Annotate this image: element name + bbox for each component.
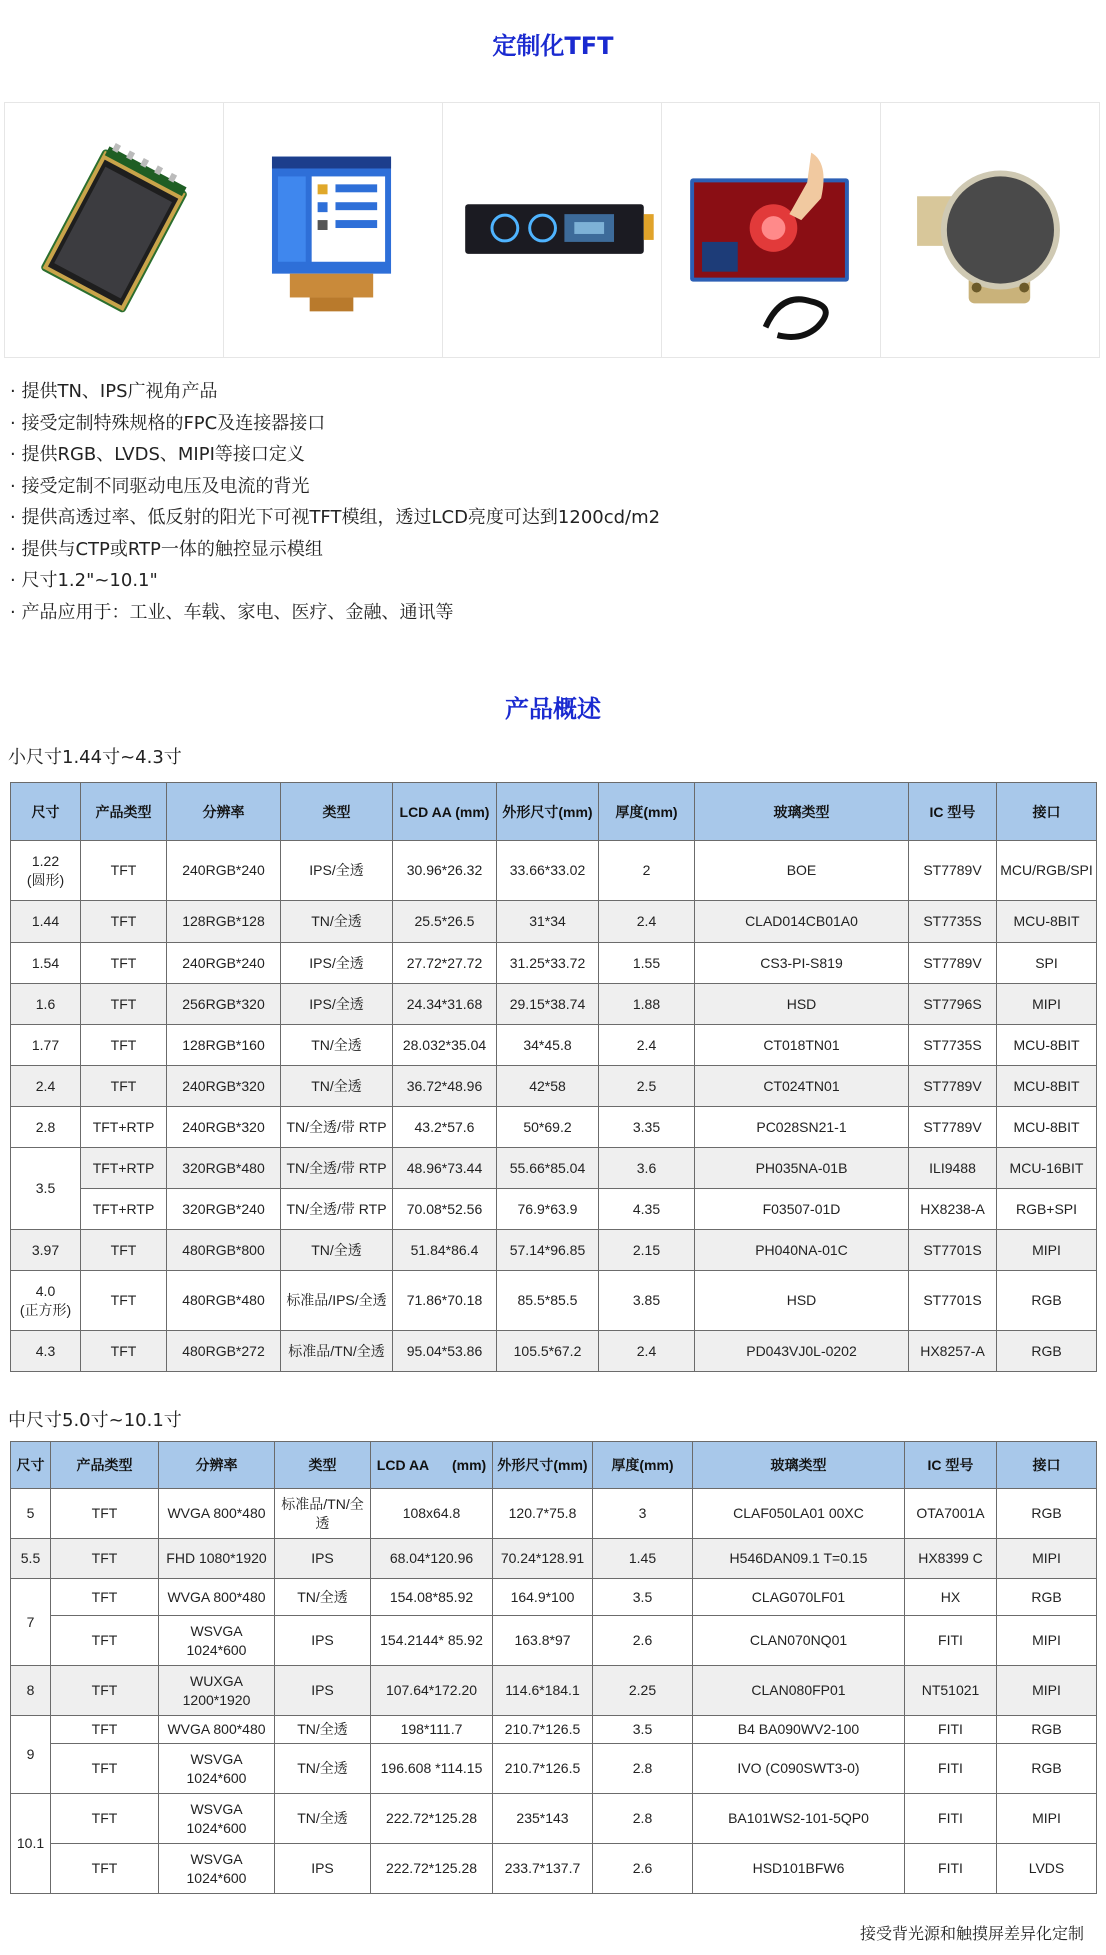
feature-item: · 尺寸1.2"~10.1": [10, 570, 158, 591]
cell-outline: 76.9*63.9: [497, 1189, 599, 1230]
cell-outline: 210.7*126.5: [493, 1716, 593, 1744]
cell-product-type: TFT: [51, 1489, 159, 1539]
cell-type: IPS: [275, 1844, 371, 1894]
cell-thickness: 2.6: [593, 1844, 693, 1894]
cell-thickness: 2.4: [599, 1025, 695, 1066]
cell-glass: CLAF050LA01 00XC: [693, 1489, 905, 1539]
cell-interface: RGB: [997, 1579, 1097, 1616]
table-row: [11, 943, 1097, 984]
table-header-row: [11, 783, 1097, 841]
cell-lcd-aa: 70.08*52.56: [393, 1189, 497, 1230]
cell-glass: CLAN080FP01: [693, 1666, 905, 1716]
cell-resolution: WVGA 800*480: [159, 1489, 275, 1539]
cell-outline: 105.5*67.2: [497, 1331, 599, 1372]
cell-lcd-aa: 25.5*26.5: [393, 901, 497, 943]
cell-size: 10.1: [11, 1794, 51, 1894]
table-row: [11, 1148, 1097, 1189]
cell-outline: 114.6*184.1: [493, 1666, 593, 1716]
cell-glass: CT024TN01: [695, 1066, 909, 1107]
header-type: 类型: [281, 783, 393, 841]
cell-outline: 235*143: [493, 1794, 593, 1844]
cell-resolution: 128RGB*160: [167, 1025, 281, 1066]
cell-size: 3.5: [11, 1148, 81, 1230]
table-row: [11, 1539, 1097, 1579]
cell-lcd-aa: 51.84*86.4: [393, 1230, 497, 1271]
product-gallery: [4, 102, 1100, 358]
table-row: [11, 984, 1097, 1025]
cell-lcd-aa: 24.34*31.68: [393, 984, 497, 1025]
feature-list: [10, 376, 1090, 628]
cell-thickness: 1.55: [599, 943, 695, 984]
table-row: [11, 841, 1097, 901]
cell-resolution: WSVGA 1024*600: [159, 1616, 275, 1666]
header-interface: 接口: [997, 1442, 1097, 1489]
cell-interface: MIPI: [997, 1794, 1097, 1844]
cell-interface: MIPI: [997, 1666, 1097, 1716]
cell-glass: PD043VJ0L-0202: [695, 1331, 909, 1372]
cell-type: IPS/全透: [281, 841, 393, 901]
cell-product-type: TFT: [81, 901, 167, 943]
cell-product-type: TFT+RTP: [81, 1148, 167, 1189]
cell-lcd-aa: 108x64.8: [371, 1489, 493, 1539]
cell-type: TN/全透/带 RTP: [281, 1107, 393, 1148]
cell-ic: FITI: [905, 1716, 997, 1744]
cell-ic: HX8399 C: [905, 1539, 997, 1579]
cell-size: 1.22 (圆形): [11, 841, 81, 901]
cell-resolution: 480RGB*480: [167, 1271, 281, 1331]
cell-size: 2.8: [11, 1107, 81, 1148]
cell-glass: CLAG070LF01: [693, 1579, 905, 1616]
cell-interface: RGB: [997, 1271, 1097, 1331]
cell-glass: HSD101BFW6: [693, 1844, 905, 1894]
table-row: [11, 1844, 1097, 1894]
table-row: [11, 1794, 1097, 1844]
cell-lcd-aa: 71.86*70.18: [393, 1271, 497, 1331]
cell-outline: 50*69.2: [497, 1107, 599, 1148]
cell-interface: RGB: [997, 1744, 1097, 1794]
cell-outline: 55.66*85.04: [497, 1148, 599, 1189]
cell-outline: 33.66*33.02: [497, 841, 599, 901]
feature-item: · 产品应用于：工业、车载、家电、医疗、金融、通讯等: [10, 601, 454, 623]
cell-resolution: 240RGB*240: [167, 943, 281, 984]
table-row: [11, 1666, 1097, 1716]
cell-ic: ST7789V: [909, 1066, 997, 1107]
cell-ic: ST7789V: [909, 841, 997, 901]
cell-interface: MIPI: [997, 1230, 1097, 1271]
cell-thickness: 2.8: [593, 1744, 693, 1794]
cell-product-type: TFT: [51, 1794, 159, 1844]
feature-item: · 提供与CTP或RTP一体的触控显示模组: [10, 538, 323, 560]
cell-product-type: TFT: [51, 1616, 159, 1666]
cell-lcd-aa: 95.04*53.86: [393, 1331, 497, 1372]
cell-resolution: WVGA 800*480: [159, 1579, 275, 1616]
header-product-type: 产品类型: [81, 783, 167, 841]
header-outline: 外形尺寸(mm): [497, 783, 599, 841]
table-row: [11, 1107, 1097, 1148]
cell-thickness: 2.4: [599, 901, 695, 943]
feature-item: · 接受定制特殊规格的FPC及连接器接口: [10, 412, 326, 434]
cell-product-type: TFT: [81, 1025, 167, 1066]
cell-type: TN/全透: [281, 1066, 393, 1107]
mid-size-label: 中尺寸5.0寸~10.1寸: [8, 1410, 182, 1431]
cell-resolution: 128RGB*128: [167, 901, 281, 943]
cell-product-type: TFT: [81, 1271, 167, 1331]
cell-outline: 34*45.8: [497, 1025, 599, 1066]
cell-size: 1.54: [11, 943, 81, 984]
cell-product-type: TFT: [81, 1331, 167, 1372]
cell-type: IPS: [275, 1539, 371, 1579]
header-ic: IC 型号: [905, 1442, 997, 1489]
cell-type: TN/全透/带 RTP: [281, 1148, 393, 1189]
cell-glass: PC028SN21-1: [695, 1107, 909, 1148]
cell-resolution: 240RGB*320: [167, 1066, 281, 1107]
cell-lcd-aa: 222.72*125.28: [371, 1794, 493, 1844]
mid-size-table: [10, 1441, 1097, 1894]
cell-ic: HX8238-A: [909, 1189, 997, 1230]
header-resolution: 分辨率: [159, 1442, 275, 1489]
cell-type: IPS: [275, 1616, 371, 1666]
cell-ic: ST7701S: [909, 1271, 997, 1331]
cell-ic: FITI: [905, 1794, 997, 1844]
cell-resolution: WSVGA 1024*600: [159, 1794, 275, 1844]
section-title: 产品概述: [505, 695, 601, 723]
cell-ic: HX8257-A: [909, 1331, 997, 1372]
small-size-table: [10, 782, 1097, 1372]
cell-glass: IVO (C090SWT3-0): [693, 1744, 905, 1794]
cell-lcd-aa: 198*111.7: [371, 1716, 493, 1744]
table-row: [11, 1230, 1097, 1271]
header-product-type: 产品类型: [51, 1442, 159, 1489]
header-interface: 接口: [997, 783, 1097, 841]
cell-product-type: TFT: [51, 1744, 159, 1794]
cell-size: 5.5: [11, 1539, 51, 1579]
cell-ic: ST7789V: [909, 943, 997, 984]
cell-thickness: 2.8: [593, 1794, 693, 1844]
cell-interface: RGB+SPI: [997, 1189, 1097, 1230]
cell-type: TN/全透: [275, 1579, 371, 1616]
table-row: [11, 1716, 1097, 1744]
touch-display-image[interactable]: [662, 103, 881, 357]
feature-item: · 提供RGB、LVDS、MIPI等接口定义: [10, 444, 305, 465]
table-row: [11, 1271, 1097, 1331]
feature-item: · 提供高透过率、低反射的阳光下可视TFT模组，透过LCD亮度可达到1200cd/m2: [10, 507, 661, 528]
cell-interface: RGB: [997, 1331, 1097, 1372]
header-thickness: 厚度(mm): [599, 783, 695, 841]
cell-lcd-aa: 222.72*125.28: [371, 1844, 493, 1894]
cell-interface: SPI: [997, 943, 1097, 984]
cell-type: TN/全透: [281, 901, 393, 943]
cell-outline: 70.24*128.91: [493, 1539, 593, 1579]
cell-ic: NT51021: [905, 1666, 997, 1716]
cell-ic: ST7796S: [909, 984, 997, 1025]
cell-interface: MCU-8BIT: [997, 901, 1097, 943]
small-size-label: 小尺寸1.44寸~4.3寸: [8, 747, 182, 768]
table-row: [11, 1579, 1097, 1616]
cell-ic: ST7735S: [909, 901, 997, 943]
cell-interface: MCU/RGB/SPI: [997, 841, 1097, 901]
cell-lcd-aa: 154.08*85.92: [371, 1579, 493, 1616]
cell-product-type: TFT: [81, 943, 167, 984]
cell-ic: FITI: [905, 1744, 997, 1794]
cell-glass: CS3-PI-S819: [695, 943, 909, 984]
cell-glass: CLAD014CB01A0: [695, 901, 909, 943]
table-row: [11, 1025, 1097, 1066]
cell-glass: F03507-01D: [695, 1189, 909, 1230]
cell-thickness: 3.85: [599, 1271, 695, 1331]
cell-resolution: 240RGB*240: [167, 841, 281, 901]
header-lcd-aa: LCD AA (mm): [371, 1442, 493, 1489]
header-outline: 外形尺寸(mm): [493, 1442, 593, 1489]
table-row: [11, 901, 1097, 943]
cell-interface: MCU-8BIT: [997, 1025, 1097, 1066]
header-lcd-aa: LCD AA (mm): [393, 783, 497, 841]
cell-interface: MIPI: [997, 984, 1097, 1025]
cell-ic: ST7701S: [909, 1230, 997, 1271]
cell-lcd-aa: 154.2144* 85.92: [371, 1616, 493, 1666]
cell-thickness: 2.25: [593, 1666, 693, 1716]
cell-size: 7: [11, 1579, 51, 1666]
cell-size: 2.4: [11, 1066, 81, 1107]
cell-product-type: TFT: [81, 1066, 167, 1107]
cell-size: 4.3: [11, 1331, 81, 1372]
header-ic: IC 型号: [909, 783, 997, 841]
cell-outline: 85.5*85.5: [497, 1271, 599, 1331]
feature-item: · 提供TN、IPS广视角产品: [10, 381, 218, 402]
cell-outline: 164.9*100: [493, 1579, 593, 1616]
cell-type: 标准品/TN/全 透: [275, 1489, 371, 1539]
cell-glass: B4 BA090WV2-100: [693, 1716, 905, 1744]
cell-resolution: WSVGA 1024*600: [159, 1844, 275, 1894]
cell-thickness: 2.5: [599, 1066, 695, 1107]
cell-product-type: TFT+RTP: [81, 1107, 167, 1148]
cell-product-type: TFT: [81, 984, 167, 1025]
cell-lcd-aa: 43.2*57.6: [393, 1107, 497, 1148]
cell-lcd-aa: 48.96*73.44: [393, 1148, 497, 1189]
table-row: [11, 1331, 1097, 1372]
cell-glass: PH040NA-01C: [695, 1230, 909, 1271]
cell-resolution: WVGA 800*480: [159, 1716, 275, 1744]
cell-product-type: TFT: [51, 1579, 159, 1616]
tft-module-image[interactable]: [5, 103, 224, 357]
cell-product-type: TFT: [81, 1230, 167, 1271]
cell-outline: 29.15*38.74: [497, 984, 599, 1025]
cell-outline: 31.25*33.72: [497, 943, 599, 984]
cell-outline: 31*34: [497, 901, 599, 943]
cell-lcd-aa: 30.96*26.32: [393, 841, 497, 901]
cell-type: TN/全透: [275, 1716, 371, 1744]
cell-thickness: 3.5: [593, 1716, 693, 1744]
cell-interface: MCU-8BIT: [997, 1066, 1097, 1107]
square-tft-ui-image[interactable]: [224, 103, 443, 357]
cell-resolution: 240RGB*320: [167, 1107, 281, 1148]
table-row: [11, 1616, 1097, 1666]
table-row: [11, 1189, 1097, 1230]
cell-type: 标准品/TN/全透: [281, 1331, 393, 1372]
cell-resolution: 320RGB*480: [167, 1148, 281, 1189]
cell-type: IPS/全透: [281, 943, 393, 984]
cell-interface: MCU-8BIT: [997, 1107, 1097, 1148]
cell-product-type: TFT: [51, 1539, 159, 1579]
cell-ic: ST7789V: [909, 1107, 997, 1148]
cell-size: 9: [11, 1716, 51, 1794]
cell-lcd-aa: 196.608 *114.15: [371, 1744, 493, 1794]
cell-thickness: 3.6: [599, 1148, 695, 1189]
cell-glass: HSD: [695, 984, 909, 1025]
cell-size: 5: [11, 1489, 51, 1539]
cell-thickness: 2.15: [599, 1230, 695, 1271]
cell-lcd-aa: 36.72*48.96: [393, 1066, 497, 1107]
cell-glass: BA101WS2-101-5QP0: [693, 1794, 905, 1844]
page-title: 定制化TFT: [492, 32, 614, 60]
cell-thickness: 2.4: [599, 1331, 695, 1372]
cell-thickness: 3.35: [599, 1107, 695, 1148]
table-row: [11, 1489, 1097, 1539]
cell-resolution: FHD 1080*1920: [159, 1539, 275, 1579]
bar-display-image[interactable]: [443, 103, 662, 357]
table-row: [11, 1066, 1097, 1107]
cell-resolution: 480RGB*800: [167, 1230, 281, 1271]
cell-type: IPS/全透: [281, 984, 393, 1025]
cell-product-type: TFT: [81, 841, 167, 901]
cell-outline: 120.7*75.8: [493, 1489, 593, 1539]
cell-lcd-aa: 27.72*27.72: [393, 943, 497, 984]
cell-type: TN/全透: [275, 1744, 371, 1794]
cell-thickness: 2.6: [593, 1616, 693, 1666]
cell-resolution: WUXGA 1200*1920: [159, 1666, 275, 1716]
cell-interface: RGB: [997, 1716, 1097, 1744]
cell-type: TN/全透: [281, 1230, 393, 1271]
cell-lcd-aa: 28.032*35.04: [393, 1025, 497, 1066]
cell-interface: RGB: [997, 1489, 1097, 1539]
cell-resolution: WSVGA 1024*600: [159, 1744, 275, 1794]
cell-interface: MIPI: [997, 1539, 1097, 1579]
cell-ic: OTA7001A: [905, 1489, 997, 1539]
cell-glass: HSD: [695, 1271, 909, 1331]
cell-type: TN/全透: [275, 1794, 371, 1844]
header-resolution: 分辨率: [167, 783, 281, 841]
cell-size: 8: [11, 1666, 51, 1716]
header-type: 类型: [275, 1442, 371, 1489]
cell-type: TN/全透/带 RTP: [281, 1189, 393, 1230]
table-row: [11, 1744, 1097, 1794]
cell-resolution: 480RGB*272: [167, 1331, 281, 1372]
cell-resolution: 320RGB*240: [167, 1189, 281, 1230]
cell-glass: H546DAN09.1 T=0.15: [693, 1539, 905, 1579]
cell-outline: 57.14*96.85: [497, 1230, 599, 1271]
cell-resolution: 256RGB*320: [167, 984, 281, 1025]
cell-product-type: TFT: [51, 1716, 159, 1744]
round-display-image[interactable]: [881, 103, 1099, 357]
cell-thickness: 1.45: [593, 1539, 693, 1579]
cell-thickness: 3.5: [593, 1579, 693, 1616]
cell-outline: 210.7*126.5: [493, 1744, 593, 1794]
cell-type: IPS: [275, 1666, 371, 1716]
header-glass: 玻璃类型: [695, 783, 909, 841]
cell-product-type: TFT: [51, 1844, 159, 1894]
cell-ic: ST7735S: [909, 1025, 997, 1066]
cell-size: 3.97: [11, 1230, 81, 1271]
cell-product-type: TFT+RTP: [81, 1189, 167, 1230]
header-size: 尺寸: [11, 783, 81, 841]
cell-glass: CT018TN01: [695, 1025, 909, 1066]
header-size: 尺寸: [11, 1442, 51, 1489]
cell-outline: 233.7*137.7: [493, 1844, 593, 1894]
cell-outline: 163.8*97: [493, 1616, 593, 1666]
cell-glass: PH035NA-01B: [695, 1148, 909, 1189]
cell-lcd-aa: 68.04*120.96: [371, 1539, 493, 1579]
cell-ic: FITI: [905, 1616, 997, 1666]
cell-ic: ILI9488: [909, 1148, 997, 1189]
cell-ic: FITI: [905, 1844, 997, 1894]
table-header-row: [11, 1442, 1097, 1489]
cell-outline: 42*58: [497, 1066, 599, 1107]
cell-type: TN/全透: [281, 1025, 393, 1066]
cell-size: 1.77: [11, 1025, 81, 1066]
cell-thickness: 2: [599, 841, 695, 901]
cell-size: 1.6: [11, 984, 81, 1025]
cell-thickness: 3: [593, 1489, 693, 1539]
footer-note: 接受背光源和触摸屏差异化定制: [859, 1924, 1084, 1943]
header-thickness: 厚度(mm): [593, 1442, 693, 1489]
cell-thickness: 4.35: [599, 1189, 695, 1230]
cell-thickness: 1.88: [599, 984, 695, 1025]
cell-size: 4.0 (正方形): [11, 1271, 81, 1331]
cell-glass: CLAN070NQ01: [693, 1616, 905, 1666]
cell-lcd-aa: 107.64*172.20: [371, 1666, 493, 1716]
cell-interface: MCU-16BIT: [997, 1148, 1097, 1189]
header-glass: 玻璃类型: [693, 1442, 905, 1489]
cell-size: 1.44: [11, 901, 81, 943]
cell-glass: BOE: [695, 841, 909, 901]
cell-product-type: TFT: [51, 1666, 159, 1716]
feature-item: · 接受定制不同驱动电压及电流的背光: [10, 475, 310, 497]
cell-interface: LVDS: [997, 1844, 1097, 1894]
cell-ic: HX: [905, 1579, 997, 1616]
cell-interface: MIPI: [997, 1616, 1097, 1666]
cell-type: 标准品/IPS/全透: [281, 1271, 393, 1331]
